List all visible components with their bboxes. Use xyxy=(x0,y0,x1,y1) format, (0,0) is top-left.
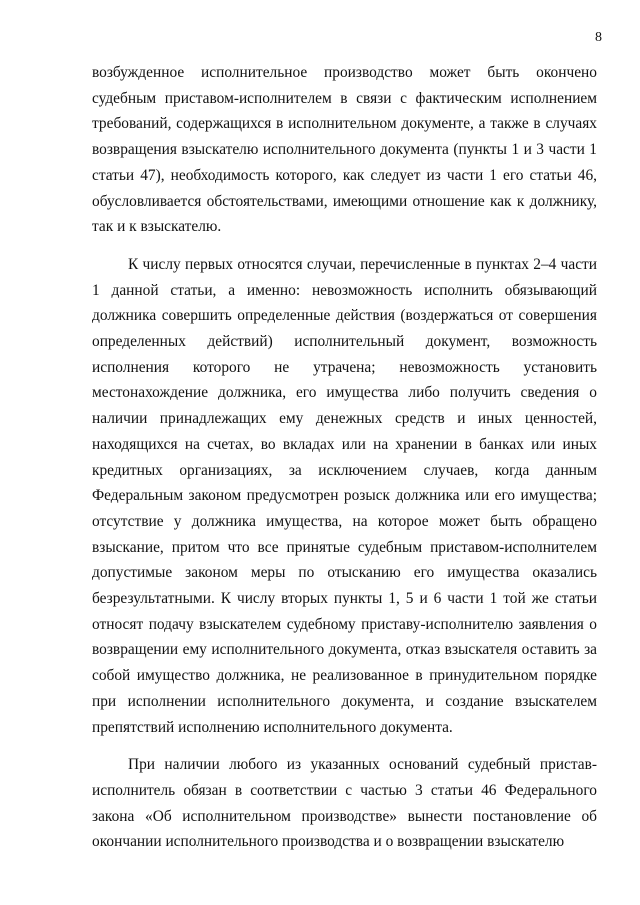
page-number: 8 xyxy=(595,30,602,45)
body-text xyxy=(92,60,597,855)
paragraph-gap xyxy=(92,740,597,752)
paragraph-continued: возбужденное исполнительное производство может быть окончено судебным приставом-исполнителем в связи с фактическим исполнением требований, содержащихся в исполнительном документе, а также в случаях возвращения взыскателю исполнительного документа (пункты 1 и 3 части 1 статьи 47), необходимость которого, как следует из части 1 его статьи 46, обусловливается обстоятельствами, имеющими отношение как к должнику, так и к взыскателю. xyxy=(92,64,597,236)
paragraph-bailiff-duty: При наличии любого из указанных оснований судебный пристав-исполнитель обязан в соответствии с частью 3 статьи 46 Федерального закона «Об исполнительном производстве» вынести постановление об окончании исполнительного производства и о возвращении взыскателю xyxy=(92,756,597,851)
paragraph-gap xyxy=(92,240,597,252)
paragraph-grounds: К числу первых относятся случаи, перечисленные в пунктах 2–4 части 1 данной статьи, а именно: невозможность исполнить обязывающий должника совершить определенные действия (воздержаться от совершения определенных действий) исполнительный документ, возможность исполнения которого не утрачена; невозможность установить местонахождение должника, его имущества либо получить сведения о наличии принадлежащих ему денежных средств и иных ценностей, находящихся на счетах, во вкладах или на хранении в банках или иных кредитных организациях, за исключением случаев, когда данным Федеральным законом предусмотрен розыск должника или его имущества; отсутствие у должника имущества, на которое может быть обращено взыскание, притом что все принятые судебным приставом-исполнителем допустимые законом меры по отысканию его имущества оказались безрезультатными. К числу вторых пункты 1, 5 и 6 части 1 той же статьи относят подачу взыскателем судебному приставу-исполнителю заявления о возвращении ему исполнительного документа, отказ взыскателя оставить за собой имущество должника, не реализованное в принудительном порядке при исполнении исполнительного документа, и создание взыскателем препятствий исполнению исполнительного документа. xyxy=(92,255,597,736)
